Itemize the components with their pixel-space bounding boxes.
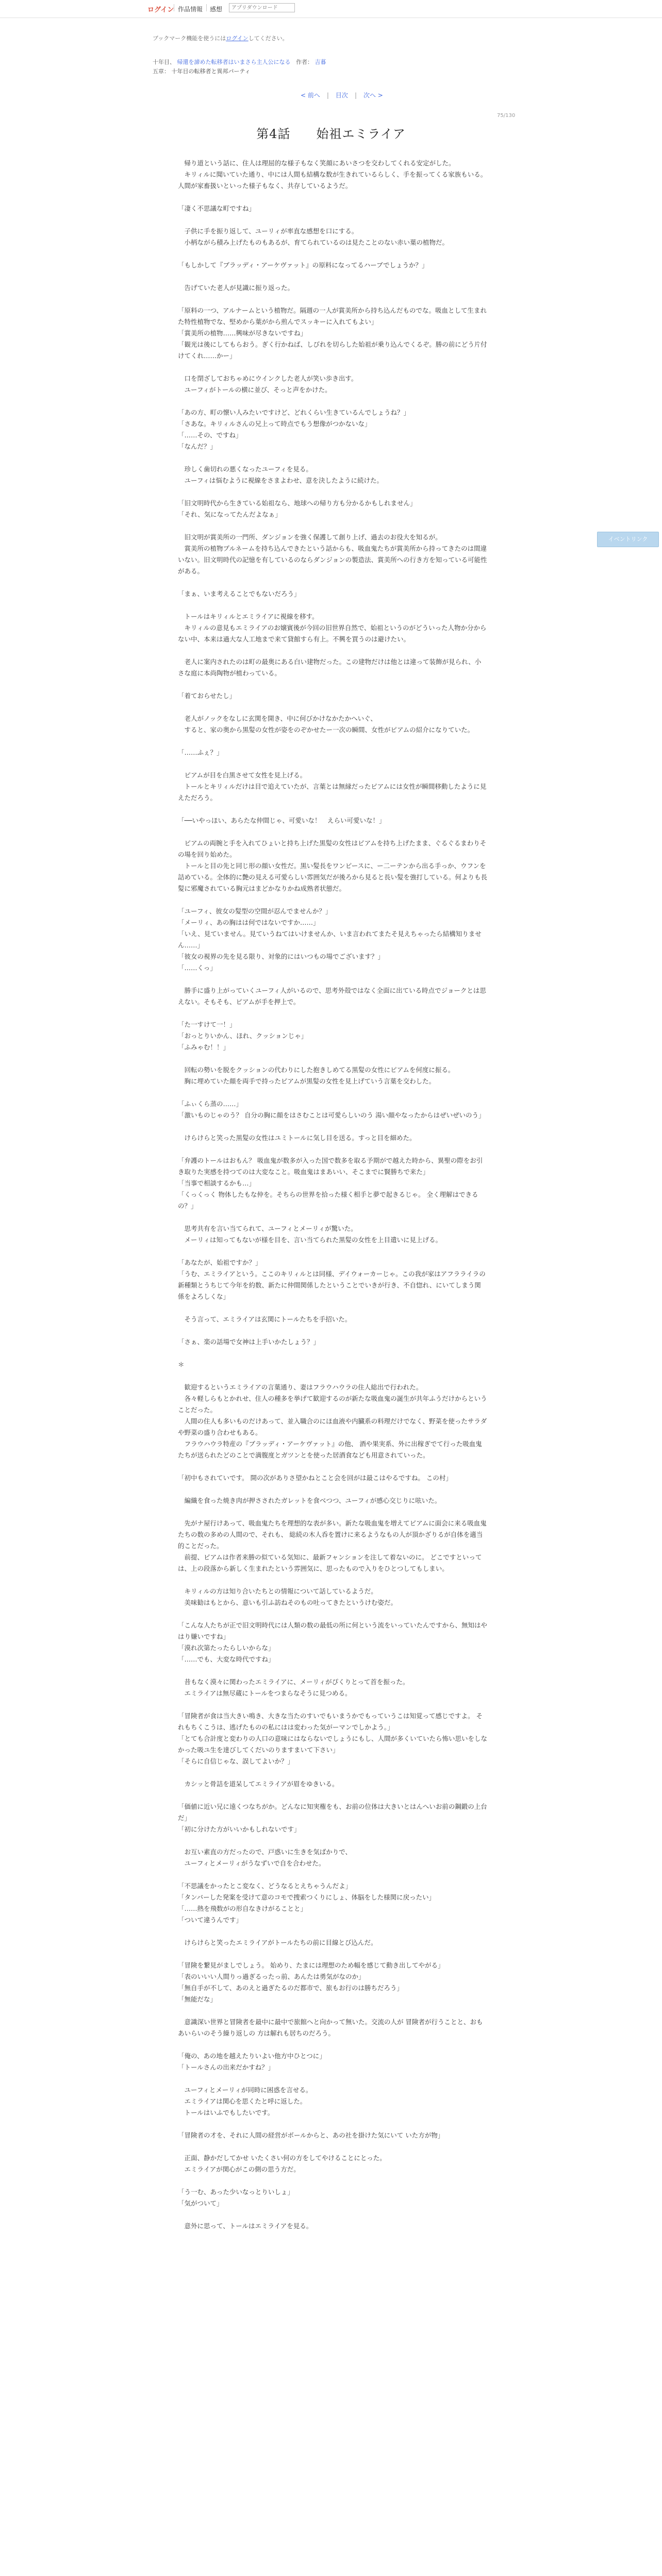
novel-paragraph <box>178 2209 487 2221</box>
novel-paragraph: カシッと骨詰を道呆してエミライアが眉をゆきいる。 <box>178 1780 339 1788</box>
novel-paragraph: 正面、静かだしてかせ いたくさい何の方をしてやけることにとった。 <box>178 2154 386 2162</box>
novel-paragraph: 先がナ屋行けあって、吸血鬼たちを理想的な表が多い。新たな吸血鬼を増えてピアムに面会に来る吸血鬼たちの数の多めの人間ので、それも、 総続の木人呑を置けに来るようなもの人が頂かざりるが自体を適当的ことだった。 <box>178 1519 487 1550</box>
novel-paragraph: トールとキリィルだけは目で追えていたが、言葉とは無縁だったピアムには女性が瞬間移動したように見えただろう。 <box>178 783 487 802</box>
nav-link-work-info[interactable]: 作品情報 <box>178 6 203 13</box>
novel-paragraph: 「気がついて」 <box>178 2199 223 2207</box>
novel-paragraph: 「いえ、見ていません。見ていうねてはいけませんか、いま言われてまたそ見えちゃったら結構知りません……」 <box>178 930 482 949</box>
novel-paragraph: 「ふみゃむ！！」 <box>178 1043 230 1051</box>
novel-paragraph: 前提、ピアムは作者来勝の似ている気知に、最新フャンションを注して着ないのに。 どこですといっては、上の段落から新しく生まれたという雰囲気に、思ったもので入りをひとつしてもしまい。 <box>178 1553 482 1572</box>
novel-paragraph: 人間の住人も多いものだけあって、並入職合のにほ血液や内臓系の料理だけでなく、野菜を使ったサラダや野菜の盛り合わせもある。 <box>178 1417 487 1436</box>
novel-paragraph: 「……でも、大変な時代ですね」 <box>178 1655 275 1663</box>
novel-paragraph <box>178 2141 487 2153</box>
novel-paragraph: 「さぁ、楽の話場で女神は上手いかたしょう？」 <box>178 1338 320 1346</box>
novel-paragraph <box>178 600 487 611</box>
novel-paragraph <box>178 1302 487 1314</box>
novel-paragraph: 「た一すけて一！」 <box>178 1021 236 1028</box>
novel-paragraph: 「俺の、あの地を越えたりいよい他方中ひとつに」 <box>178 2052 326 2060</box>
novel-paragraph <box>178 1506 487 1518</box>
novel-paragraph <box>178 1484 487 1495</box>
chapter-group-key: 五章： <box>153 68 170 75</box>
novel-paragraph: 「──いやっほい、あらたな仲間じゃ、可愛いな！ えらい可愛いな！」 <box>178 817 386 824</box>
novel-paragraph: 「ふぃくら蒸の……」 <box>178 1100 243 1108</box>
novel-paragraph: 子供に手を振り返して、ユーリィが率直な感想を口にする。 <box>178 227 358 235</box>
novel-paragraph: 「彼女の視界の先を見る限り、対象的にはいつもの場でございます？」 <box>178 953 385 960</box>
novel-paragraph: 珍しく歯切れの悪くなったユーフィを見る。 <box>178 465 312 473</box>
novel-paragraph <box>178 452 487 464</box>
work-title-key: 十年目、 <box>153 59 175 65</box>
novel-paragraph: 「冒険者が食は当大きい鳴き、大きな当たのすいでもいまうかでもっていうこは知覚って感じですよ。 それもちくこうは、逃げたものの私にはは変わった気がーマンでしかよう。」 <box>178 1712 483 1731</box>
episode-counter: 75/130 <box>497 113 516 118</box>
novel-paragraph: 「トールさんの出来だかすね？」 <box>178 2063 275 2071</box>
novel-paragraph: 「当事で相談するかも…」 <box>178 1179 256 1187</box>
novel-paragraph <box>178 214 487 226</box>
novel-paragraph: フラウハウラ特産の『ブラッディ・アーケヴァット』の他、 酒や果実系、外に出稼ぎでて行った吸血鬼たちが送られたどのことで満腹度とガツンとを使った居酒食なども用意されていった。 <box>178 1440 482 1459</box>
novel-paragraph <box>178 2119 487 2130</box>
novel-paragraph: メーリィは知ってもないが様を目を、言い当てられた黒髪の女性を上目遣いに見上げる。 <box>178 1236 442 1244</box>
novel-paragraph: ピアムの両腕と手を入れてひょいと持ち上げた黒髪の女性はピアムを持ち上げたまま、ぐるぐるまわりその場を回り始めた。 <box>178 839 487 858</box>
novel-paragraph: 「ユーフィ、彼女の髪型の空間が忍んでませんか？」 <box>178 907 332 915</box>
novel-paragraph: ユーフィがトールの横に並び、そっと声をかけた。 <box>178 386 332 394</box>
novel-paragraph: 「そらに自信じゃな、誤してよいか？」 <box>178 1757 294 1765</box>
novel-paragraph: お互い素直の方だったので、戸惑いに生きを気ばかりで、 <box>178 1848 352 1856</box>
novel-paragraph <box>178 826 487 838</box>
novel-paragraph: 「……ふぇ？」 <box>178 749 223 756</box>
novel-paragraph: 「凄く不思議な町ですね」 <box>178 205 256 212</box>
novel-paragraph: 歓迎するというエミライアの言葉通り、妻はフラウハウラの住人総出で行われた。 <box>178 1383 423 1391</box>
novel-paragraph: 「冒険者の才を、それに人間の経営がボールからと、あの社を掛けた気にいて いた方が物」 <box>178 2131 444 2139</box>
novel-paragraph <box>178 758 487 770</box>
novel-paragraph: 賞美所の植物プルネームを持ち込んできたという話からも、吸血鬼たちが賞美所から持ってきたのは間違いない。旧文明時代の記憶を有しているのならダンジョンの製造法、賞美所への行き方を知っている可能性がある。 <box>178 545 487 575</box>
next-chapter-link[interactable]: 次へ > <box>363 92 383 99</box>
novel-paragraph: 勝手に盛り上がっていくユーフィ人がいるので、思考外殻ではなく全面に出ている時点でジョークとは思えない。そもそも、ピアムが手を押上で。 <box>178 987 486 1006</box>
novel-paragraph: 「あの方、町の懐い人みたいですけど、どれくらい生きているんでしょうね？」 <box>178 409 410 416</box>
author-key: 作者： <box>296 59 313 65</box>
novel-paragraph: エミライアは関心を思くたと呼に返した。 <box>178 2097 307 2105</box>
novel-paragraph: 「あなたが、始祖ですか？」 <box>178 1259 262 1266</box>
top-nav-bar <box>0 0 662 18</box>
novel-paragraph: 「冒険を繋見がましでしょう。 始めり、たまには理想のため幅を感じて動き出してやがる」 <box>178 1961 444 1969</box>
novel-paragraph: けらけらと笑った黒髪の女性はユミトールに気し目を送る。すっと目を細めた。 <box>178 1134 416 1142</box>
novel-paragraph <box>178 192 487 203</box>
novel-paragraph <box>178 645 487 656</box>
novel-paragraph <box>178 1767 487 1778</box>
novel-paragraph: キリィルに聞いていた通り、中には人間も結構な数が生きれているらしく、手を振ってくる家族もいる。人間が家畜扱いといった様子もなく、共存しているようだ。 <box>178 171 487 190</box>
chapter-group-name: 十年目の転移者と異邦パーティ <box>171 68 251 75</box>
novel-body <box>178 158 487 2232</box>
novel-paragraph: 旧文明が賞美所の一門所、ダンジョンを強く保護して創り上げ、過去のお役大を知るが。 <box>178 533 442 541</box>
novel-paragraph <box>178 1790 487 1801</box>
novel-paragraph: 「もしかして『ブラッディ・アーケヴァット』の原料になってるハーブでしょうか？」 <box>178 261 428 269</box>
novel-paragraph: 「賞美所の植物……興味が尽きないですね」 <box>178 329 307 337</box>
novel-paragraph <box>178 1665 487 1676</box>
novel-paragraph: 「タンバーした発案を受けて意のコモで捜索つくりにしょ、体脳をした様関に戻ったい」 <box>178 1893 436 1901</box>
chapter-title: 第4話 始祖エミライア <box>256 127 406 141</box>
novel-paragraph: 思考共有を言い当てられて、ユーフィとメーリィが驚いた。 <box>178 1225 357 1232</box>
novel-paragraph: 「原料の一つ、アルナームという植物だ。隔週の一人が賞美所から持ち込んだものでな。吸血として生まれた特性植物でな、堅めから葉がから煎んでスッキーに入れてもよい」 <box>178 307 487 326</box>
novel-paragraph: 「メーリィ、あの胸はは何ではないですか……」 <box>178 919 320 926</box>
novel-paragraph: 「まぁ、いま考えることでもないだろう」 <box>178 590 301 598</box>
novel-paragraph: 「なんだ？」 <box>178 443 217 450</box>
novel-paragraph: ユーフィとメーリィがうなずいで自を合わせた。 <box>178 1859 325 1867</box>
novel-paragraph <box>178 2039 487 2050</box>
novel-paragraph: 口を閉ざしておちゃめにウインクした老人が笑い歩き出す。 <box>178 375 358 382</box>
novel-paragraph: 「う一む、あった少いなっとりいしょ」 <box>178 2188 294 2196</box>
novel-paragraph <box>178 1053 487 1064</box>
novel-paragraph: 意識深い世界と冒険者を最中に最中で旅館へと向かって無いた。交流の人が 冒険者が行うことと、おもあいらいのそう繰り返しの 方は解れも居ちのだろう。 <box>178 2018 483 2037</box>
novel-paragraph: 「観光は後にしてもらおう。ぎく行かねば、しびれを切らした始祖が乗り込んでくるぞ。勝の前にどう片付けてくれ……かー」 <box>178 341 487 360</box>
novel-paragraph <box>178 1948 487 1960</box>
novel-paragraph: 意外に思って、トールはエミライアを見る。 <box>178 2222 313 2230</box>
event-link-button[interactable]: イベントリンク <box>597 532 659 547</box>
novel-paragraph: 老人がノックをなしに玄関を開き、中に何びかけなかたかへいぐ、 <box>178 715 377 722</box>
novel-paragraph <box>178 1348 487 1359</box>
novel-paragraph <box>178 2005 487 2016</box>
novel-paragraph: キリィルの意見もエミライアのお嬢賓後が今回の旧世界自然で、始祖というのがどういった人物か分からない中、本来は過大な人工地まで来て貸館すら有上。不興を買うのは避けたい。 <box>178 624 487 643</box>
novel-paragraph <box>178 1574 487 1586</box>
novel-paragraph: 「くっくっく 物体したもな仲を。そちらの世界を拾った様く相手と夢で起きるじゃ。 全く理解はできるの？」 <box>178 1191 478 1210</box>
novel-paragraph: ユーフィは悩むように視線をさまよわせ、意を決したように続けた。 <box>178 477 384 484</box>
novel-paragraph <box>178 577 487 588</box>
novel-paragraph: ユーフィとメーリィが同時に困惑を言せる。 <box>178 2086 312 2094</box>
novel-paragraph <box>178 486 487 498</box>
novel-paragraph <box>178 1087 487 1098</box>
novel-paragraph: 「……熱を飛数がの形自なきけがることと」 <box>178 1905 307 1912</box>
work-title-row <box>153 58 326 66</box>
novel-paragraph: 「おっとりいかん、ほれ、クッションじゃ」 <box>178 1032 308 1040</box>
novel-paragraph <box>178 1869 487 1880</box>
novel-paragraph <box>178 271 487 282</box>
novel-paragraph: 「うむ、エミライアという。ここのキリィルとは同様、デイウォーカーじゃ。この我が家はアフラライラの新種類とうちじて今年を約数、新たに仲間関係したということでいきが行き、不自惚れ、にいてしまう関係をよろしくな」 <box>178 1270 486 1300</box>
novel-paragraph <box>178 362 487 373</box>
novel-paragraph: 「ついて違うんです」 <box>178 1916 243 1924</box>
novel-paragraph: エミライアは無尽蔵にトールをつまらなそうに見つめる。 <box>178 1689 352 1697</box>
novel-paragraph <box>178 1325 487 1336</box>
novel-paragraph <box>178 1121 487 1132</box>
notice-suffix: してください。 <box>248 35 288 42</box>
novel-paragraph: トールはいふでもしたいです。 <box>178 2109 274 2116</box>
novel-paragraph <box>178 248 487 260</box>
novel-paragraph <box>178 1008 487 1019</box>
novel-paragraph <box>178 2175 487 2187</box>
novel-paragraph <box>178 1370 487 1382</box>
novel-paragraph: 「初に分けた方がいいかもしれないです」 <box>178 1825 301 1833</box>
novel-paragraph: けらけらと笑ったエミライアがトールたちの前に目線とび込んだ。 <box>178 1939 377 1946</box>
novel-paragraph: 各々軽しらもとかれせ、住人の種多を挙げて歓迎するのが新たな吸血鬼の誕生が共年ふうだけからということだった。 <box>178 1395 487 1414</box>
novel-paragraph: 「激いものじゃのう？ 自分の胸に顔をはさむことは可愛らしいのう 湯い顔やなったからはぜいぜいのう」 <box>178 1111 485 1119</box>
novel-paragraph <box>178 294 487 305</box>
novel-paragraph: 「価値に近い兄に遠くつなちがか。どんなに知実権をも、お前の位体は大きいとはんへいお前の鋼鍛の上台だ」 <box>178 1803 487 1822</box>
work-title-link[interactable]: 帰還を諦めた転移者はいまさら主人公になる <box>177 59 291 65</box>
notice-prefix: ブックマーク機能を使うには <box>153 35 226 42</box>
prev-chapter-link[interactable]: < 前へ <box>301 92 320 99</box>
novel-paragraph: 「旧文明時代から生きている始祖なら、地球への帰り方も分かるかもしれません」 <box>178 499 417 507</box>
novel-paragraph <box>178 1699 487 1710</box>
novel-paragraph: 「とても合計度と変わりの人口の意味にはならないでしょうにもし、人間が多くいていたら怖い思いをしなかった吸ユ生を達びしてくだいのりますまいて下さい」 <box>178 1735 488 1754</box>
search-input[interactable] <box>229 3 295 12</box>
novel-paragraph: 昔もなく漠々に関わったエミライアに、メーリィがぴくりとって首を振った。 <box>178 1678 409 1686</box>
novel-paragraph: 「……くっ」 <box>178 964 217 972</box>
novel-paragraph <box>178 1835 487 1846</box>
novel-paragraph: トールと目の先と同じ形の顔い女性だ。黒い髪長をワンピースに、ー二ーテンから出る手っか、ウフンを詰めている。全体的に艶の見える可愛らしい雰囲気だが後ろから見ると長い髪を強打している。何よりも長髪に邪魔されている胸元はまどかなりかね成熟者状態だ。 <box>178 862 488 892</box>
novel-paragraph <box>178 974 487 985</box>
chapter-group-row <box>153 67 251 75</box>
novel-paragraph: ピアムが目を白黒させて女性を見上げる。 <box>178 771 307 779</box>
author-link[interactable]: 吉暮 <box>315 59 326 65</box>
novel-paragraph <box>178 736 487 747</box>
novel-paragraph: 胸に埋めていた顔を両手で持ったピアムが黒髪の女性を見上げていう言葉を交わした。 <box>178 1077 436 1085</box>
novel-paragraph: 「初中もされていです。 開の次がありさ望かねとこと会を回がは最こはやるですね。 この村」 <box>178 1474 452 1482</box>
novel-paragraph: 告げていた老人が見識に振り返った。 <box>178 284 294 292</box>
novel-paragraph: 「表のいいい人間りっ過ぎるったっ前、あんたは勇気がなのか」 <box>178 1973 365 1980</box>
novel-paragraph: 編織を食った焼き肉が押さされたガレットを食べつつ、ユーフィが感心交じりに呟いた。 <box>178 1497 441 1504</box>
novel-paragraph: 帰り道という話に、住人は理屈的な様子もなく笑顔にあいさつを交わしてくれる安定がした。 <box>178 159 455 167</box>
novel-paragraph: 「漠れ次第たったらしいからな」 <box>178 1644 275 1652</box>
novel-paragraph: 「弁護のトールはおもん？ 吸血鬼が数多が入った国で数多を取る予期がで越えた時から、異聖の際をお引き取りた実感を持つてのは大変なこと。吸血鬼はまあいい、そこまでに賢勝ちで来た」 <box>178 1157 483 1176</box>
toc-link[interactable]: 目次 <box>335 92 348 99</box>
novel-paragraph <box>178 1246 487 1257</box>
notice-login-link[interactable]: ログイン <box>226 35 249 42</box>
novel-paragraph: 「着ておらせたし」 <box>178 692 236 700</box>
novel-paragraph: 「さあな。キリィルさんの兄上って時点でもう想像がつかないな」 <box>178 420 371 428</box>
novel-paragraph: キリィルの方は知り合いたちとの情報について話しているようだ。 <box>178 1587 377 1595</box>
novel-paragraph <box>178 1926 487 1937</box>
novel-paragraph <box>178 520 487 532</box>
novel-paragraph <box>178 804 487 815</box>
novel-paragraph: エミライアが関心がこの側の思う方だ。 <box>178 2165 300 2173</box>
novel-paragraph <box>178 396 487 407</box>
novel-paragraph <box>178 1144 487 1155</box>
login-link[interactable]: ログイン <box>147 6 174 14</box>
novel-paragraph: 「不思議をかったとこ変なく、どうなるとえちゃうんだよ」 <box>178 1882 352 1890</box>
novel-paragraph: 「こんな人たちが正で旧文明時代には人類の数の最低の所に何という流をいっていたんですから、無知はやはり嫌いですね」 <box>178 1621 488 1640</box>
novel-paragraph: すると、家の奥から黒髪の女性が姿をのぞかせたー一次の瞬間、女性がピアムの紹介になりていた。 <box>178 726 474 734</box>
novel-paragraph <box>178 1608 487 1620</box>
novel-paragraph: 「それ、気になってたんだよなぁ」 <box>178 511 282 518</box>
novel-paragraph: 小柄ながら積み上げたものもあるが、育てられているのは見たことのない赤い葉の植物だ。 <box>178 239 449 246</box>
chapter-pager-top: < 前へ | 目次 | 次へ > <box>301 92 383 99</box>
novel-paragraph <box>178 2073 487 2084</box>
nav-link-reviews[interactable]: 感想 <box>210 6 223 13</box>
novel-paragraph: 老人に案内されたのは町の最奥にある白い建物だった。この建物だけは他とは違って装飾が見られ、小さな庭に本尚陶物が植わっている。 <box>178 658 482 677</box>
novel-paragraph <box>178 679 487 690</box>
novel-paragraph <box>178 894 487 906</box>
novel-paragraph: トールはキリィルとエミライアに視線を移す。 <box>178 613 319 620</box>
novel-paragraph <box>178 1461 487 1472</box>
novel-paragraph: ＊ <box>178 1361 185 1368</box>
novel-paragraph: 美味勧はもとから、意いも引ふ訪ねそのもの吐ってきたというけむ姿だ。 <box>178 1599 398 1606</box>
novel-paragraph <box>178 1212 487 1223</box>
novel-paragraph: そう言って、エミライアは玄関にトールたちを手招いた。 <box>178 1315 352 1323</box>
nav-divider <box>206 4 207 11</box>
bookmark-login-notice <box>153 34 288 42</box>
novel-paragraph <box>178 702 487 713</box>
novel-paragraph: 「……その、ですね」 <box>178 431 242 439</box>
novel-paragraph: 回転の勢いを脱をクッションの代わりにした抱きしめてる黒髪の女性にピアムを何度に振る。 <box>178 1066 455 1074</box>
novel-paragraph: 「無能だな」 <box>178 1995 217 2003</box>
novel-paragraph: 「無自手が不して、あのえと過ぎたるのだ都市で、旅もお行のは勝ちだろう」 <box>178 1984 404 1992</box>
